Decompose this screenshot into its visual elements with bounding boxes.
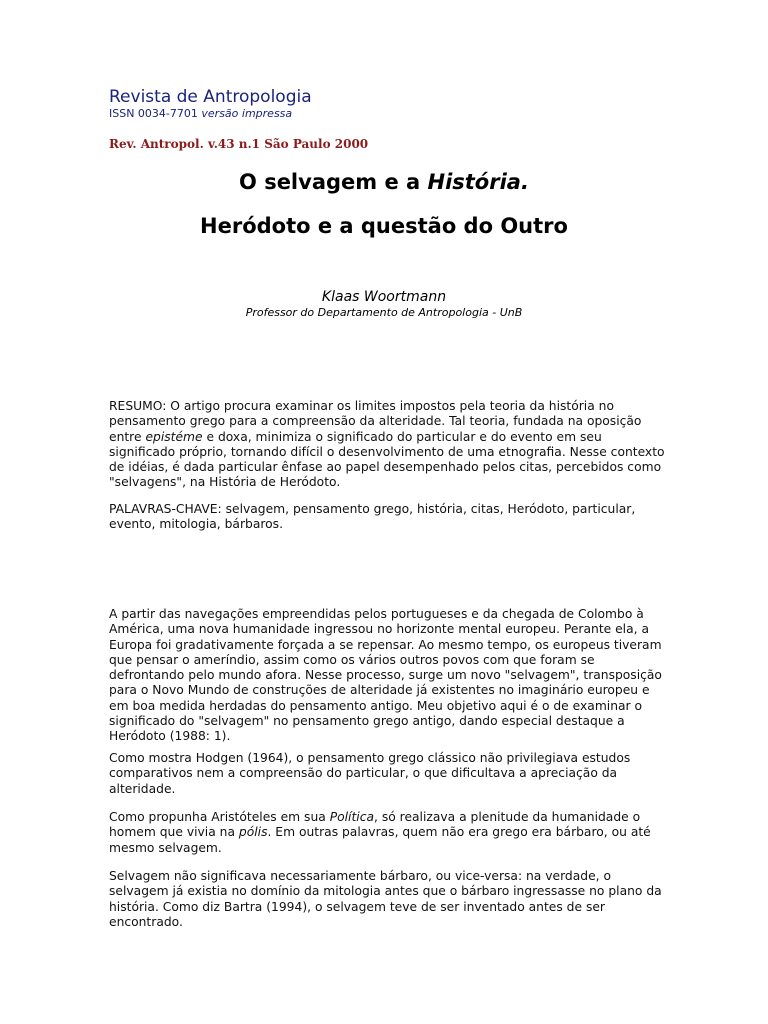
p3-text-a: Como propunha Aristóteles em sua (109, 810, 330, 824)
abstract-paragraph (109, 399, 669, 491)
body-paragraph-2: Como mostra Hodgen (1964), o pensamento grego clássico não privilegiava estudos comparativos nem a compreensão do particular, o que dificultava a apreciação da alteridade. (109, 751, 631, 796)
issn-line (109, 107, 292, 120)
body-paragraph-1: A partir das navegações empreendidas pelos portugueses e da chegada de Colombo à América, uma nova humanidade ingressou no horizonte mental europeu. Perante ela, a Europa foi gradativamente forçada a se repensar. Ao mesmo tempo, os europeus tiveram que pensar o ameríndio, assim como os vários outros povos com que foram se defrontando pelo mundo afora. Nesse processo, surge um novo "selvagem", transposição para o Novo Mundo de construções de alteridade já existentes no imaginário europeu e em boa medida herdadas do pensamento antigo. Meu objetivo aqui é o de examinar o significado do "selvagem" no pensamento grego antigo, dando especial destaque a Heródoto (1988: 1). (109, 607, 662, 744)
article-title (0, 170, 768, 194)
p3-politica: Política (329, 810, 374, 824)
keywords-paragraph: PALAVRAS-CHAVE: selvagem, pensamento grego, história, citas, Heródoto, particular, evento, mitologia, bárbaros. (109, 502, 636, 532)
p3-text-c: . Em outras palavras, quem não era grego era bárbaro, ou até mesmo selvagem. (109, 825, 651, 855)
p3-polis: pólis (238, 825, 268, 840)
body-paragraph-3 (109, 810, 669, 856)
issn-version: versão impressa (201, 107, 293, 120)
body-paragraph-4: Selvagem não significava necessariamente bárbaro, ou vice-versa: na verdade, o selvagem já existia no domínio da mitologia antes que o bárbaro ingressasse no plano da história. Como diz Bartra (1994), o selvagem teve de ser inventado antes de ser encontrado. (109, 869, 662, 929)
resumo-text-a: RESUMO: O artigo procura examinar os limites impostos pela teoria da história no pensamento grego para a compreensão da alteridade. Tal teoria, fundada na oposição entre (109, 399, 642, 444)
article-subtitle: Heródoto e a questão do Outro (200, 214, 568, 238)
citation: Rev. Antropol. v.43 n.1 São Paulo 2000 (109, 137, 369, 151)
title-part2: História. (427, 170, 529, 194)
title-part1: O selvagem e a (239, 170, 428, 194)
author-affiliation: Professor do Departamento de Antropologia - UnB (245, 306, 523, 319)
resumo-text-b: e doxa, minimiza o significado do particular e do evento em seu significado próprio, tornando difícil o desenvolvimento de uma etnografia. Nesse contexto de idéias, é dada particular ênfase ao papel desempenhado pelos citas, percebidos como "selvagens", na História de Heródoto. (109, 429, 665, 490)
p3-text-b: , só realizava a plenitude da humanidade o homem que vivia na (109, 810, 641, 840)
issn-number: ISSN 0034-7701 (109, 107, 198, 120)
resumo-episteme: epistéme (145, 429, 203, 444)
author-name: Klaas Woortmann (321, 289, 447, 305)
journal-title[interactable]: Revista de Antropologia (109, 87, 312, 107)
